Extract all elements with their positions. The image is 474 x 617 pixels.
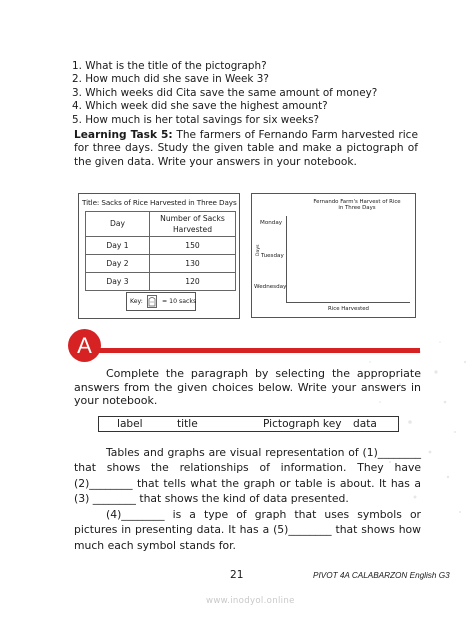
section-divider [99,348,420,353]
table-header-row [86,212,236,237]
header-day: Day [86,212,150,237]
table-row [86,273,236,291]
choice-item: Pictograph key [263,418,342,430]
header-sacks: Number of Sacks Harvested [150,212,236,237]
choice-item: title [177,418,198,430]
cell-day: Day 1 [86,237,150,255]
watermark: www.inodyol.online [206,596,295,606]
question-item: 2. How much did she save in Week 3? [72,73,269,86]
cell-sacks: 150 [150,237,236,255]
question-item: 3. Which weeks did Cita save the same amount of money? [72,86,378,99]
choice-item: label [117,418,143,430]
pictograph-plot-area [286,216,410,303]
page-number: 21 [230,569,244,581]
learning-task-5 [74,129,418,169]
cell-day: Day 3 [86,273,150,291]
rice-sack-icon [147,295,157,308]
pictograph-x-label: Rice Harvested [328,306,369,312]
day-label: Wednesday [254,284,287,290]
rice-table-title: Title: Sacks of Rice Harvested in Three Days [82,198,237,207]
cell-sacks: 120 [150,273,236,291]
table-row [86,237,236,255]
day-label: Tuesday [261,253,284,259]
question-item: 4. Which week did she save the highest amount? [72,100,328,113]
pictograph-title: Fernando Farm's Harvest of Rice in Three Days [313,199,401,212]
fill-in-paragraph-2: (4)________ is a type of graph that uses symbols or pictures in presenting data. It has a (5)________ that shows how much each symbol stands for. [74,508,421,552]
section-a-badge: A [68,329,101,362]
pictograph-template [251,193,416,318]
cell-day: Day 2 [86,255,150,273]
task-text: The farmers of Fernando Farm harvested rice for three days. Study the given table and make a pictograph of the given data. Write your answers in your notebook. [74,129,419,168]
rice-table [85,211,236,291]
pictograph-y-label: Days [256,244,261,256]
pictograph-key [126,292,196,311]
choice-item: data [353,418,377,430]
question-item: 5. How much is her total savings for six weeks? [72,113,320,126]
question-item: 1. What is the title of the pictograph? [72,60,267,72]
word-choices-box [98,416,399,432]
key-value: = 10 sacks [162,298,197,305]
footer-source: PIVOT 4A CALABARZON English G3 [313,571,450,580]
day-label: Monday [260,220,283,226]
fill-in-paragraph-1: Tables and graphs are visual representation of (1)________ that shows the relationships of information. They have (2)________ that tells what the graph or table is about. It has a (3) ________ that shows the kind of data presented. [74,446,421,505]
table-row [86,255,236,273]
key-label: Key: [130,298,143,305]
rice-table-panel [78,193,240,319]
section-a-instructions: Complete the paragraph by selecting the appropriate answers from the given choices below. Write your answers in your notebook. [74,367,421,408]
cell-sacks: 130 [150,255,236,273]
question-list [72,60,402,127]
task-label: Learning Task 5: [74,129,173,141]
